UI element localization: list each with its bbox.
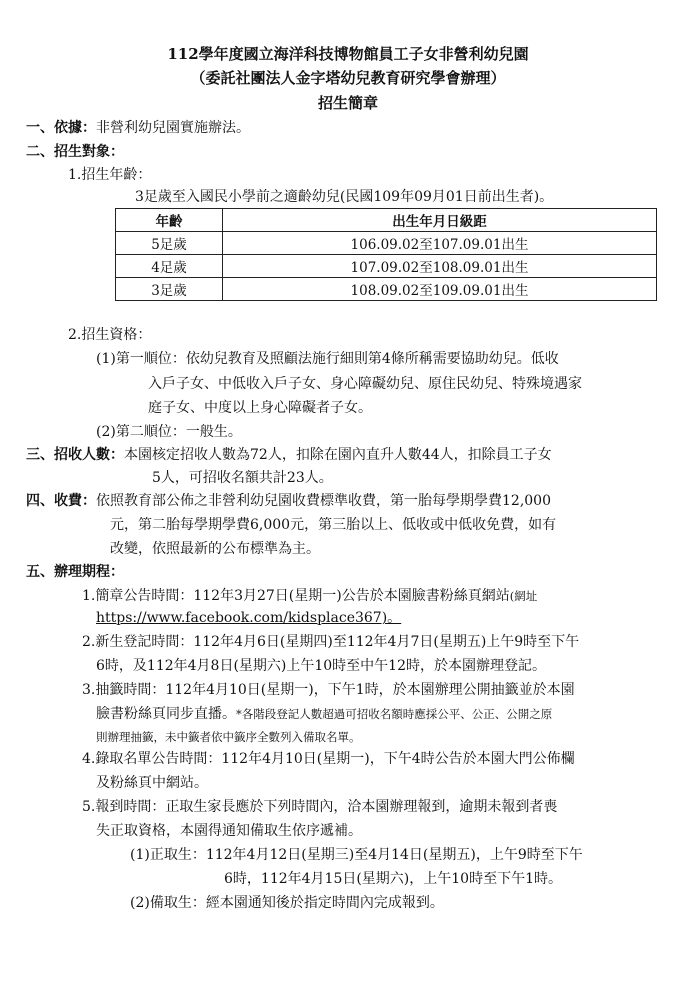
section-basis [26,118,250,138]
table-row [116,278,657,301]
age-table-header-cell: 出生年月日級距 [223,209,657,232]
section-fees [26,491,551,511]
schedule-item-3-note-cont: 則辦理抽籤，未中籤者依中籤序全數列入備取名單。 [96,730,361,744]
table-cell: 107.09.02至108.09.01出生 [223,255,657,278]
table-row [116,255,657,278]
section-enrollment [26,445,552,465]
schedule-item-3-text: 臉書粉絲頁同步直播。 [96,706,236,722]
doc-heading: 招生簡章 [317,94,378,112]
age-table-header [116,209,657,232]
section-eligibility-label: 二、招生對象： [26,144,124,160]
qualification-priority-1-cont: 庭子女、中度以上身心障礙者子女。 [148,400,372,416]
section-basis-label: 一、依據： [26,120,96,136]
qualification-priority-2: (2)第二順位：一般生。 [96,424,242,440]
doc-title: 112學年度國立海洋科技博物館員工子女非營利幼兒園 [167,45,529,63]
table-row [116,232,657,255]
schedule-item-4: 4.錄取名單公告時間：112年4月10日(星期一)，下午4時公告於本園大門公佈欄 [82,751,575,767]
schedule-item-4-cont: 及粉絲頁中網站。 [96,775,208,791]
table-cell: 108.09.02至109.09.01出生 [223,278,657,301]
schedule-item-5-regular-cont: 6時，112年4月15日(星期六)，上午10時至下午1時。 [224,871,562,887]
table-cell: 106.09.02至107.09.01出生 [223,232,657,255]
table-cell: 3足歲 [116,278,223,301]
qualification-priority-1-cont: 入戶子女、中低收入戶子女、身心障礙幼兒、原住民幼兒、特殊境遇家 [148,376,582,392]
section-schedule-label: 五、辦理期程： [26,564,124,580]
table-cell: 4足歲 [116,255,223,278]
section-enrollment-cont: 5人，可招收名額共計23人。 [152,470,333,486]
section-enrollment-text: 本園核定招收人數為72人，扣除在園內直升人數44人，扣除員工子女 [124,447,552,463]
schedule-item-5-cont: 失正取資格，本園得通知備取生依序遞補。 [96,823,362,839]
schedule-item-2-cont: 6時，及112年4月8日(星期六)上午10時至中午12時，於本園辦理登記。 [96,658,546,674]
qualification-heading: 2.招生資格： [68,327,152,343]
schedule-item-3: 3.抽籤時間：112年4月10日(星期一)，下午1時，於本園辦理公開抽籤並於本園 [82,682,575,698]
schedule-item-1-text: 1.簡章公告時間：112年3月27日(星期一)公告於本園臉書粉絲頁網站 [82,588,510,604]
schedule-item-3-note: *各階段登記人數超過可招收名額時應採公平、公正、公開之原 [236,707,553,721]
schedule-item-5-regular: (1)正取生：112年4月12日(星期三)至4月14日(星期五)，上午9時至下午 [130,847,583,863]
section-fees-text: 依照教育部公佈之非營利幼兒園收費標準收費，第一胎每學期學費12,000 [96,493,551,509]
schedule-item-1 [82,586,537,606]
schedule-item-5: 5.報到時間：正取生家長應於下列時間內，洽本園辦理報到，逾期未報到者喪 [82,799,558,815]
age-table [115,208,657,301]
table-cell: 5足歲 [116,232,223,255]
age-description: 3足歲至入國民小學前之適齡幼兒(民國109年09月01日前出生者)。 [135,189,554,205]
schedule-item-1-note: (網址 [509,589,538,603]
facebook-link[interactable]: https://www.facebook.com/kidsplace367)。 [96,610,402,626]
schedule-item-3-cont [96,704,552,724]
section-enrollment-label: 三、招收人數： [26,447,124,463]
schedule-item-5-waitlist: (2)備取生：經本園通知後於指定時間內完成報到。 [130,895,444,911]
section-fees-label: 四、收費： [26,493,96,509]
section-basis-text: 非營利幼兒園實施辦法。 [96,120,250,136]
doc-subtitle: （委託社團法人金字塔幼兒教育研究學會辦理） [190,69,506,87]
age-table-header-cell: 年齡 [116,209,223,232]
section-fees-cont: 改變，依照最新的公布標準為主。 [110,541,320,557]
section-fees-cont: 元，第二胎每學期學費6,000元，第三胎以上、低收或中低收免費，如有 [110,517,557,533]
qualification-priority-1: (1)第一順位：依幼兒教育及照顧法施行細則第4條所稱需要協助幼兒。低收 [96,351,559,367]
age-heading: 1.招生年齡： [68,167,152,183]
schedule-item-2: 2.新生登記時間：112年4月6日(星期四)至112年4月7日(星期五)上午9時至下午 [82,634,580,650]
